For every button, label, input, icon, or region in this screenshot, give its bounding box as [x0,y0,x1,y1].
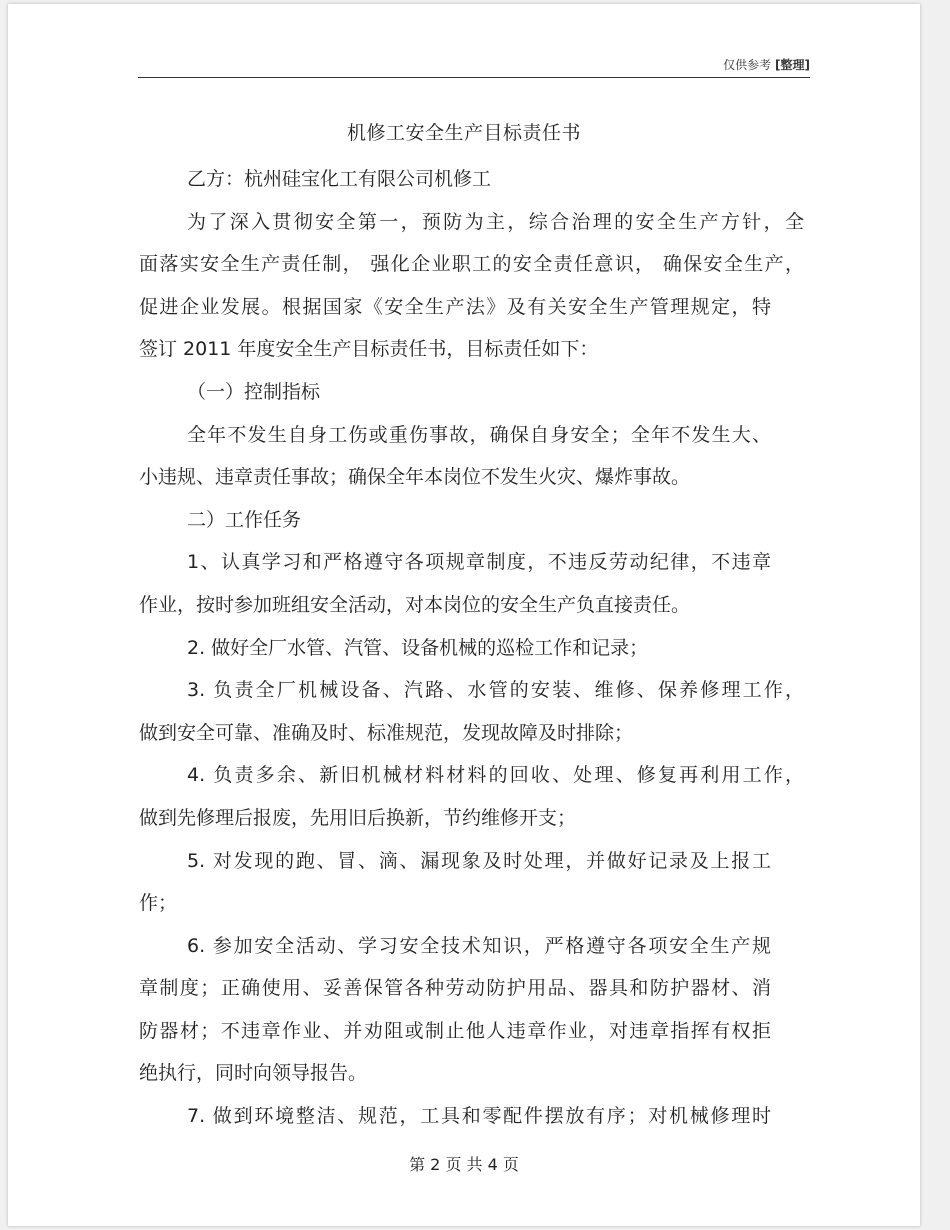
body-line: 作； [139,892,178,915]
task-item-7: 7. 做到环境整洁、规范，工具和零配件摆放有序；对机械修理时 [187,1105,771,1128]
header-tag: [整理] [775,58,810,72]
body-line: 为了深入贯彻安全第一，预防为主，综合治理的安全生产方针，全 [187,210,804,233]
section-heading-work-tasks: 二）工作任务 [187,508,302,531]
body-line: 小违规、违章责任事故；确保全年本岗位不发生火灾、爆炸事故。 [139,466,691,489]
page-number: 第 2 页 共 4 页 [409,1155,519,1174]
task-item-4: 4. 负责多余、新旧机械材料材料的回收、处理、修复再利用工作， [187,764,804,787]
body-line: 签订 2011 年度安全生产目标责任书，目标责任如下： [139,338,599,361]
task-item-2: 2. 做好全厂水管、汽管、设备机械的巡检工作和记录； [187,636,649,659]
document-title: 机修工安全生产目标责任书 [346,122,581,144]
body-line: 章制度；正确使用、妥善保管各种劳动防护用品、器具和防护器材、消 [139,977,771,1000]
document-page [8,4,920,1226]
party-b-line: 乙方：杭州硅宝化工有限公司机修工 [187,168,492,190]
body-line: 全年不发生自身工伤或重伤事故，确保自身安全；全年不发生大、 [187,423,771,446]
header-note: 仅供参考 [723,58,772,72]
page-header [138,54,810,78]
task-item-1: 1、认真学习和严格遵守各项规章制度，不违反劳动纪律，不违章 [187,551,771,574]
body-line: 绝执行，同时向领导报告。 [139,1062,368,1085]
body-line: 做到安全可靠、准确及时、标准规范，发现故障及时排除； [139,721,634,744]
body-line: 促进企业发展。根据国家《安全生产法》及有关安全生产管理规定，特 [139,295,771,318]
body-line: 做到先修理后报废，先用旧后换新，节约维修开支； [139,806,577,829]
body-line: 防器材；不违章作业、并劝阻或制止他人违章作业，对违章指挥有权拒 [139,1019,771,1042]
task-item-3: 3. 负责全厂机械设备、汽路、水管的安装、维修、保养修理工作， [187,679,804,702]
document-body [139,158,804,1138]
body-line: 面落实安全生产责任制， 强化企业职工的安全责任意识， 确保安全生产， [139,253,804,276]
task-item-5: 5. 对发现的跑、冒、滴、漏现象及时处理，并做好记录及上报工 [187,849,771,872]
task-item-6: 6. 参加安全活动、学习安全技术知识，严格遵守各项安全生产规 [187,934,771,957]
body-line: 作业，按时参加班组安全活动，对本岗位的安全生产负直接责任。 [139,593,691,616]
section-heading-control-targets: （一）控制指标 [187,380,321,403]
